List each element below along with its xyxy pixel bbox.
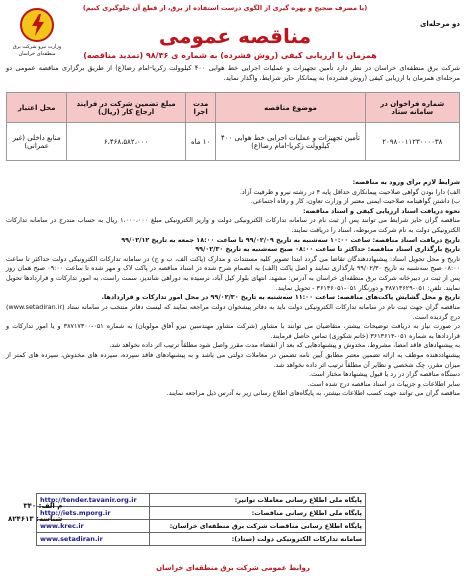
stage-tag: دو مرحله‌ای: [419, 20, 460, 28]
notice-id-label: شناسه:: [36, 514, 63, 523]
notice-id: [8, 513, 62, 526]
cell-call-number: ۲۰۹۸۰۰۱۱۲۳۰۰۰۰۳۸: [365, 123, 459, 161]
notice-m-value: ۳۴۰: [23, 502, 37, 510]
link-row: [37, 520, 366, 533]
link-label: پایگاه ملی اطلاع رسانی معاملات توانیر:: [149, 494, 365, 507]
page-subtitle: همزمان با ارزیابی کیفی (روش فشرده) به شماره ی ۹۸/۳۶ (تمدید مناقصه): [83, 51, 377, 60]
link-row: [37, 507, 366, 520]
notice-id-value: ۸۲۴۶۱۳: [8, 514, 34, 523]
col-duration: مدت اجرا: [185, 93, 216, 123]
body-paragraph: سایر اطلاعات و جزییات در اسناد مناقصه درج شده است.: [307, 379, 460, 388]
link-label: پایگاه ملی اطلاع رسانی مناقصات:: [149, 507, 365, 520]
body-paragraph: ب) داشتن گواهینامه صلاحیت ایمنی معتبر از وزارت تعاون، کار و رفاه اجتماعی.: [250, 197, 460, 206]
body-paragraph: تاریخ و محل گشایش پاکت‌های مناقصه: ساعت ۱۱:۰۰ سه‌شنبه به تاریخ ۹۹/۰۲/۳۰ در محل امور تدارکات و قراردادها.: [101, 293, 460, 302]
link-label: سامانه تدارکات الکترونیکی دولت (ستاد):: [149, 533, 365, 546]
intro-paragraph: شرکت برق منطقه‌ای خراسان در نظر دارد تأمین تجهیزات و عملیات اجرایی خط هوایی ۴۰۰ کیلوولت زکریا-امام رضا(ع) از طریق برگزاری مناقصه عمومی دو مرحله‌ای همزمان با ارزیابی کیفی (روش فشرده) به پیمانکار حایز شرایط، واگذار نماید.: [6, 64, 460, 82]
link-url[interactable]: www.setadiran.ir: [37, 533, 150, 546]
cell-duration: ۱۰ ماه: [185, 123, 216, 161]
body-paragraph: به پیشنهادهای فاقد امضا، مشروط، مخدوش و پیشنهادهایی که بعد از انقضاء مدت مقرر واصل شود مطلقاً ترتیب اثر داده نخواهد شد.: [109, 341, 460, 350]
company-logo: [8, 8, 66, 57]
link-label: پایگاه اطلاع رسانی مناقصات شرکت برق منطقه‌ای خراسان:: [149, 520, 365, 533]
notice-m: [8, 500, 62, 513]
col-subject: موضوع مناقصه: [216, 93, 365, 123]
page-title: مناقصه عمومی: [158, 24, 312, 48]
links-table: [36, 493, 366, 546]
logo-text: وزارت نیرو شرکت برق منطقه‌ای خراسان: [12, 44, 62, 57]
link-url[interactable]: http://tender.tavanir.org.ir: [37, 494, 150, 507]
body-paragraph: الف) دارا بودن گواهی صلاحیت پیمانکاری حداقل پایه ۴ در رشته نیرو و ظرفیت آزاد.: [239, 187, 460, 196]
body-paragraph: مناقصه گران جهت ثبت نام در سامانه تدارکات الکترونیکی دولت باید به دفاتر پیشخوان دولت مراجعه نمایند که لیست دفاتر منتخب در سامانه ستاد (www.setadiran.ir) درج گردیده است.: [6, 302, 460, 321]
logo-mark: [20, 8, 54, 42]
body-paragraph: در صورت نیاز به دریافت توضیحات بیشتر، متقاضیان می توانند با مشاور (شرکت مشاور مهندسین نیرو آفاق مولویان) به شماره ۰۵۱-۳۸۷۱۷۳۰۰ و یا امور تدارکات و قراردادها به شماره ۰۵۱-۳۶۱۳۶۱۴ (خانم شکوری) تماس حاصل فرمایند.: [6, 322, 460, 340]
body-paragraph: تاریخ بارگذاری اسناد مناقصه: حداکثر تا ساعت ۰۸:۰۰ صبح سه‌شنبه به تاریخ ۹۹/۰۲/۳۰: [195, 245, 460, 254]
body-paragraph: پیشنهاددهنده موظف به ارائه تضمین معتبر مطابق آیین نامه تضمین در معاملات دولتی می باشد و به پیشنهادهای فاقد سپرده، سپرده های مخدوش، سپرده های کمتر از میزان مقرر، چک شخصی و نظایر آن مطلقاً ترتیب اثر داده نخواهد شد.: [6, 350, 460, 369]
col-call-number: شماره فراخوان در سامانه ستاد: [365, 93, 459, 123]
link-row: [37, 533, 366, 546]
body-paragraph: نحوه دریافت اسناد ارزیابی کیفی و اسناد مناقصه:: [302, 206, 460, 215]
table-header-row: [7, 93, 460, 123]
body-text: [6, 178, 460, 399]
table-row: [7, 123, 460, 161]
body-paragraph: شرایط لازم برای ورود به مناقصه:: [352, 178, 460, 186]
link-url[interactable]: http://iets.mporg.ir: [37, 507, 150, 520]
cell-guarantee: ۶،۴۶۸،۵۸۲،۰۰۰: [67, 123, 186, 161]
col-funding: محل اعتبار: [7, 93, 67, 123]
cell-funding: منابع داخلی (غیر عمرانی): [7, 123, 67, 161]
link-url[interactable]: www.krec.ir: [37, 520, 150, 533]
notice-numbers: [8, 500, 62, 525]
top-banner: (با مصرف صحیح و بهره گیری از الگوی درست استفاده از برق، از قطع آن جلوگیری کنیم): [82, 4, 368, 12]
body-paragraph: تاریخ و محل تحویل اسناد: پیشنهاددهندگان تقاضا می گردد ابتدا تصویر کلیه مستندات و مدارک (پاکت الف، ب و ج) در سامانه تدارکات الکترونیکی دولت حداکثر تا ساعت ۰۸:۰۰ صبح سه‌شنبه به تاریخ ۹۹/۰۲/۳۰ بارگذاری نمایند و اصل پاکت (الف) به انضمام شرح شده در اسناد مناقصه در پاکت لاک و مهر شده تا ساعت ۰۹:۰۰ صبح همان روز پس از ثبت در دبیرخانه شرکت برق منطقه‌ای خراسان به آدرس: مشهد، انتهای بلوار کیل آباد، نرسیده به دوراهی شاندیز، سمت راست، به امور تدارکات و قراردادها تحویل نمایند. تلفن: ۰۵۱-۳۸۷۱۳۶۲۹ و دورنگار ۰۵۱-۳۶۱۳۶۰۵۱ - تحویل نمایند.: [6, 254, 460, 292]
tender-table: [6, 92, 460, 161]
notice-m-label: م الف:: [38, 502, 63, 510]
link-row: [37, 494, 366, 507]
body-paragraph: دستگاه مناقصه گزار در رد یا قبول پیشنهادها مختار است.: [309, 370, 460, 379]
col-guarantee: مبلغ تضمین شرکت در فرایند ارجاع کار (ریال): [67, 93, 186, 123]
bolt-icon: [31, 14, 45, 36]
footer-signature: روابط عمومی شرکت برق منطقه‌ای خراسان: [156, 564, 310, 572]
cell-subject: تأمین تجهیزات و عملیات اجرایی خط هوایی ۴۰۰ کیلوولت زکریا-امام رضا(ع): [216, 123, 365, 161]
body-paragraph: مناقصه گران می توانند جهت کسب اطلاعات بیشتر، به پایگاه‌های اطلاع رسانی زیر به آدرس ذیل مراجعه نمایند.: [166, 389, 460, 398]
body-paragraph: مناقصه گران حایز شرایط می توانند پس از ثبت نام در سامانه تدارکات الکترونیکی دولت و واریز الکترونیکی مبلغ ۱،۰۰۰،۰۰۰ ریال به حساب مندرج در سامانه تدارکات الکترونیکی دولت به نام شرکت مربوطه، اسناد را دریافت نمایند.: [6, 216, 460, 235]
body-paragraph: تاریخ دریافت اسناد مناقصه: ساعت ۱۰:۰۰ سه‌شنبه به تاریخ ۹۹/۰۲/۰۹ تا ساعت ۱۸:۰۰ جمعه به تاریخ ۹۹/۰۲/۱۲: [121, 235, 460, 244]
